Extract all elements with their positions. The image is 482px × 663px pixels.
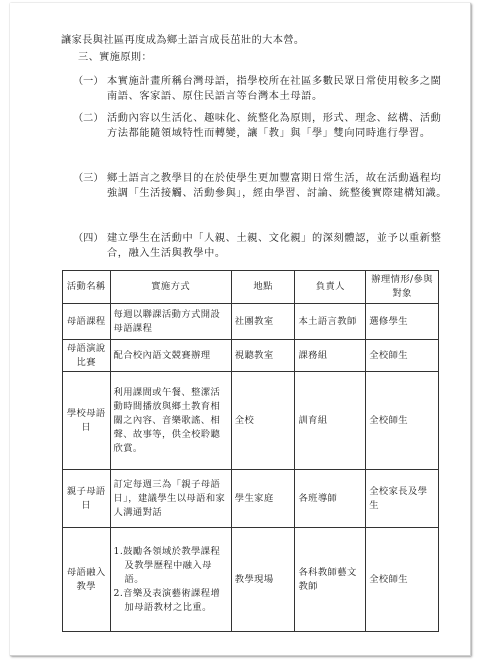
activity-owner: 本土語言教師 [295,304,366,340]
table-row [63,340,439,372]
principle-text: 活動內容以生活化、趣味化、統整化為原則，形式、理念、絃構、活動方法都能隨領域特性而轉變，讓「教」與「學」雙向同時進行學習。 [107,113,442,139]
header-place: 地點 [231,271,295,304]
method-steps [114,545,228,615]
activity-name: 母語課程 [63,304,111,340]
activity-owner: 各科教師藝文教師 [295,528,366,632]
activity-target: 全校師生 [366,528,439,632]
activity-place: 教學現場 [231,528,295,632]
activity-name: 親子母語日 [63,470,111,528]
activity-target: 全校家長及學生 [366,470,439,528]
activity-table [62,270,439,632]
activity-place: 社團教室 [231,304,295,340]
activity-method: 配合校內語文競賽辦理 [110,340,231,372]
activity-method: 利用課間或午餐、整潔活動時間播放與鄉土教育相關之內容、音樂歌謠、相聲、故事等，供全校聆聽欣賞。 [110,372,231,470]
table-row [63,470,439,528]
table-row [63,304,439,340]
activity-place: 全校 [231,372,295,470]
activity-owner: 訓育組 [295,372,366,470]
activity-place: 視聽教室 [231,340,295,372]
activity-method: 每週以聯課活動方式開設母語課程 [110,304,231,340]
principle-text: 建立學生在活動中「人親、土親、文化親」的深刻體認，並予以重新整合，融入生活與教學中。 [107,233,442,259]
section-title: 三、實施原則： [78,52,153,63]
activity-owner: 各班導師 [295,470,366,528]
method-step: 2.音樂及表演藝術課程增加母語教材之比重。 [113,587,221,613]
activity-name: 母語融入教學 [63,528,111,632]
activity-place: 學生家庭 [231,470,295,528]
intro-line: 讓家長與社區再度成為鄉土語言成長茁壯的大本營。 [61,35,305,46]
principle-number: （三） [73,173,104,184]
principle-number: （四） [73,233,104,244]
activity-name: 學校母語日 [63,372,111,470]
principle-text: 鄉土語言之教學目的在於使學生更加豐富期日常生活，故在活動過程均強調「生活接觸、活動參與」，經由學習、討論、統整後實際建構知識。 [107,173,448,199]
activity-target: 全校師生 [366,372,439,470]
table-row [63,528,439,632]
header-method: 實施方式 [110,271,231,304]
activity-target: 選修學生 [366,304,439,340]
activity-method [110,528,231,632]
principle-number: （二） [73,113,104,124]
activity-name: 母語演說比賽 [63,340,111,372]
activity-owner: 課務組 [295,340,366,372]
header-owner: 負責人 [295,271,366,304]
activity-target: 全校師生 [366,340,439,372]
header-activity-name: 活動名稱 [63,271,111,304]
document-page [10,3,471,656]
principle-number: （一） [73,76,104,87]
principle-text: 本實施計畫所稱台灣母語，指學校所在社區多數民眾日常使用較多之閩南語、客家語、原住民語言等台灣本土母語。 [107,76,442,102]
header-target: 辦理情形/參與對象 [366,271,439,304]
activity-method: 訂定每週三為「親子母語日」，建議學生以母語和家人溝通對話 [110,470,231,528]
table-header-row [63,271,439,304]
method-step: 1.鼓勵各領域於教學課程及教學歷程中融入母語。 [113,545,221,585]
table-row [63,372,439,470]
